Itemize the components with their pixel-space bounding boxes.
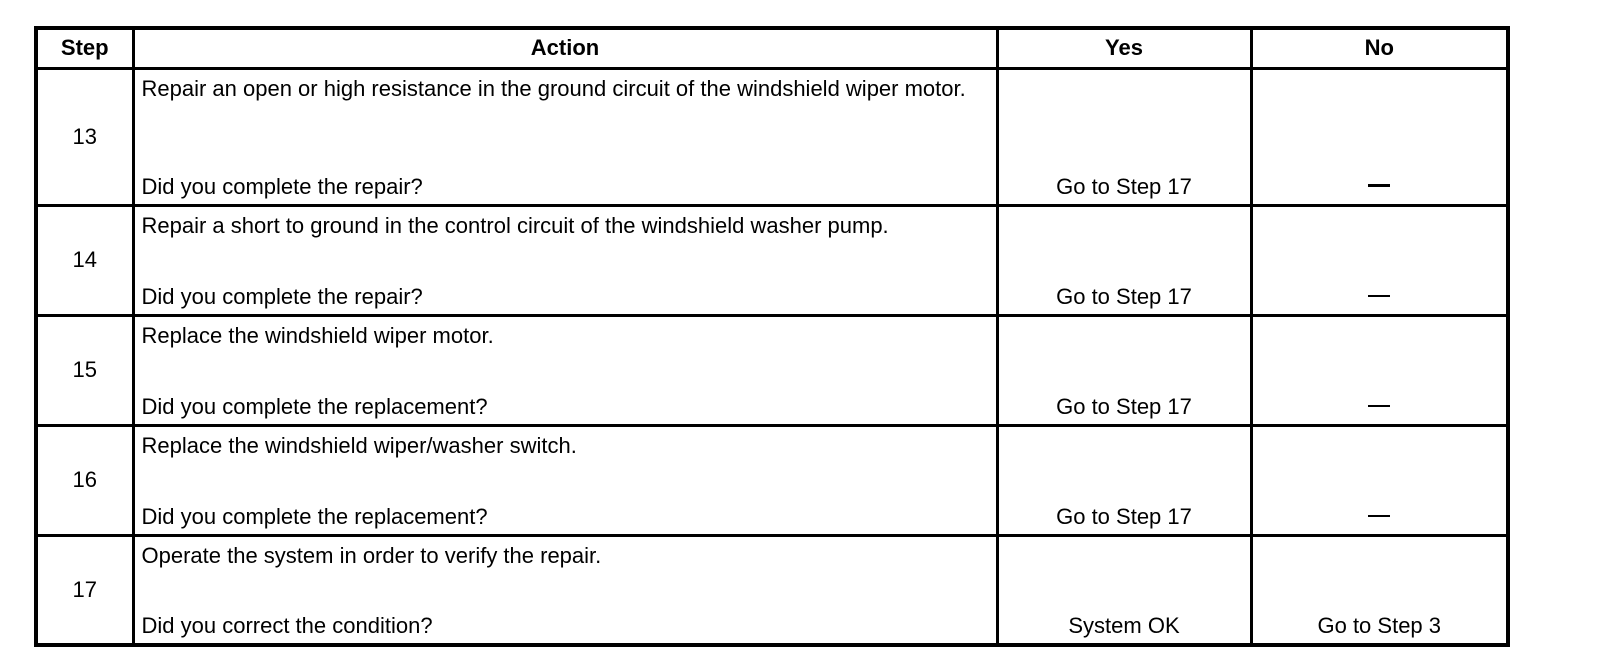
yes-result: Go to Step 17 [997, 425, 1251, 535]
no-result [1251, 205, 1508, 315]
action-text: Repair a short to ground in the control circuit of the windshield washer pump. [141, 212, 889, 238]
no-result [1251, 315, 1508, 425]
yes-result: System OK [997, 535, 1251, 645]
action-cell [133, 425, 997, 535]
action-cell [133, 68, 997, 205]
no-result [1251, 425, 1508, 535]
table-row [36, 315, 1508, 425]
dash-icon [1368, 515, 1390, 517]
header-yes: Yes [997, 28, 1251, 68]
step-number: 14 [36, 205, 133, 315]
dash-icon [1368, 405, 1390, 407]
yes-result: Go to Step 17 [997, 315, 1251, 425]
action-text: Repair an open or high resistance in the ground circuit of the windshield wiper motor. [141, 75, 966, 101]
action-cell [133, 205, 997, 315]
yes-result: Go to Step 17 [997, 68, 1251, 205]
step-number: 17 [36, 535, 133, 645]
action-text: Operate the system in order to verify the repair. [141, 542, 602, 568]
diagnostic-table [34, 26, 1510, 647]
action-cell [133, 315, 997, 425]
action-text: Replace the windshield wiper/washer switch. [141, 432, 577, 458]
no-result [1251, 68, 1508, 205]
action-question: Did you complete the replacement? [141, 503, 488, 529]
table-row [36, 535, 1508, 645]
yes-result: Go to Step 17 [997, 205, 1251, 315]
action-cell [133, 535, 997, 645]
table-row [36, 425, 1508, 535]
action-question: Did you complete the repair? [141, 173, 423, 199]
table-row [36, 205, 1508, 315]
step-number: 16 [36, 425, 133, 535]
action-question: Did you complete the repair? [141, 283, 423, 309]
header-no: No [1251, 28, 1508, 68]
dash-icon [1368, 184, 1390, 187]
step-number: 15 [36, 315, 133, 425]
header-action: Action [133, 28, 997, 68]
header-step: Step [36, 28, 133, 68]
dash-icon [1368, 295, 1390, 297]
step-number: 13 [36, 68, 133, 205]
header-row [36, 28, 1508, 68]
action-text: Replace the windshield wiper motor. [141, 322, 494, 348]
no-result: Go to Step 3 [1251, 535, 1508, 645]
action-question: Did you complete the replacement? [141, 393, 488, 419]
action-question: Did you correct the condition? [141, 612, 433, 638]
table-row [36, 68, 1508, 205]
